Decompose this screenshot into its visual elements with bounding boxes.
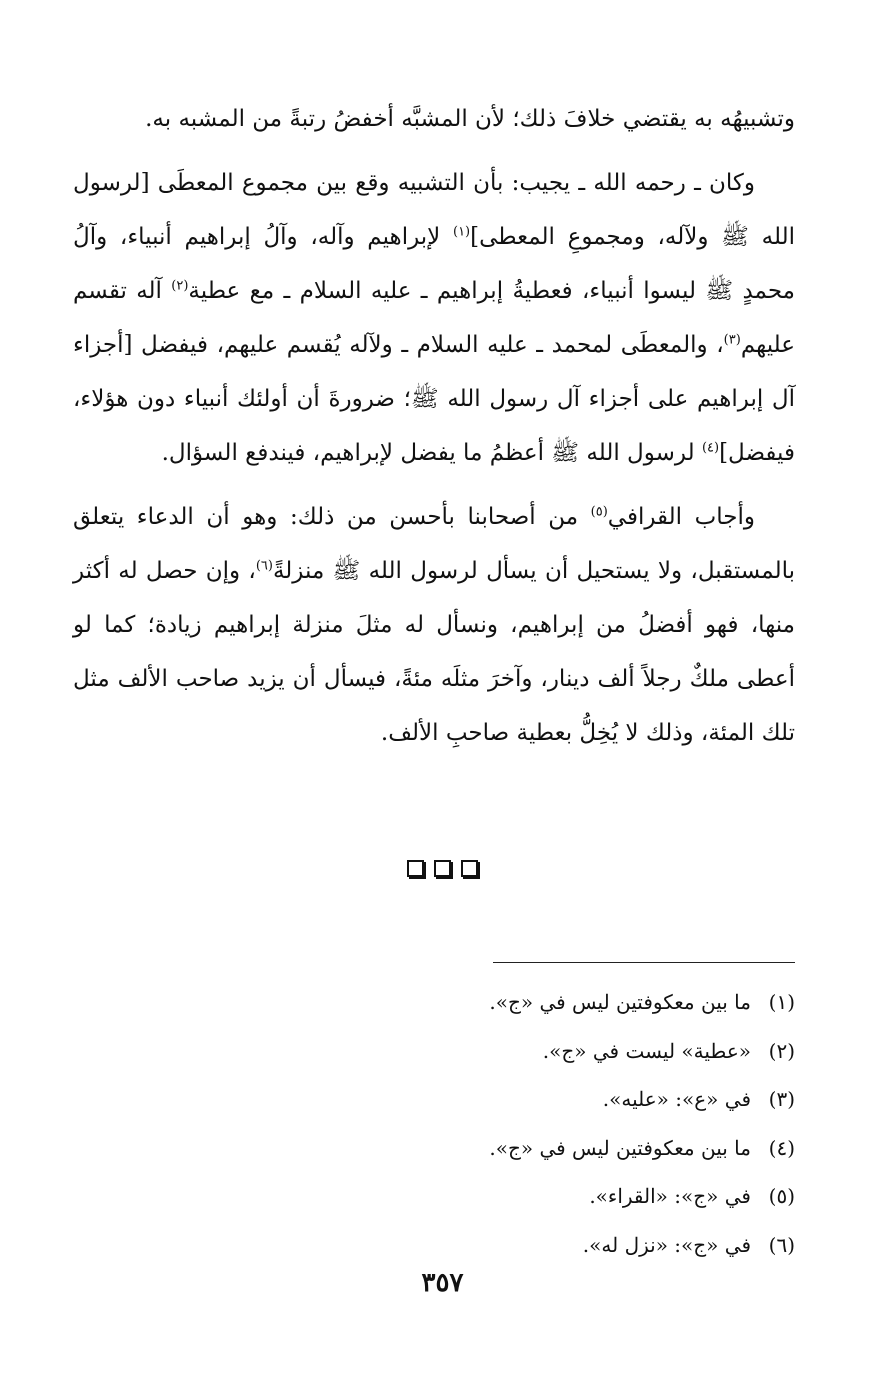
footnote-reference: (٥) — [590, 504, 608, 520]
main-text — [73, 92, 795, 770]
footnote-reference: (٣) — [723, 332, 741, 348]
separator-square-icon — [461, 860, 478, 877]
text-segment: وكان ـ رحمه الله ـ يجيب: بأن التشبيه وقع بين مجموع المعطَى [لرسول الله ﷺ ولآله، ومجموعِ المعطى] — [73, 170, 795, 250]
separator-square-icon — [434, 860, 451, 877]
footnote — [73, 1075, 795, 1124]
footnote-text: في «ج»: «نزل له». — [582, 1232, 751, 1257]
footnote — [73, 1027, 795, 1076]
footnote — [73, 1124, 795, 1173]
section-separator — [0, 860, 885, 877]
footnote — [73, 978, 795, 1027]
text-segment: آله تقسم عليهم — [73, 278, 795, 358]
text-segment: لرسول الله ﷺ أعظمُ ما يفضل لإبراهيم، فيندفع السؤال. — [161, 440, 702, 466]
separator-square-icon — [407, 860, 424, 877]
footnote-text: في «ج»: «القراء». — [589, 1184, 751, 1208]
footnote-reference: (٦) — [255, 558, 273, 574]
paragraph-1 — [73, 92, 795, 146]
paragraph-2 — [73, 156, 795, 480]
text-segment: من أصحابنا بأحسن من ذلك: وهو أن الدعاء يتعلق بالمستقبل، ولا يستحيل أن يسأل لرسول الله ﷺ منزلةً — [73, 504, 795, 584]
footnote-number: (١) — [768, 990, 795, 1014]
text-segment: ، والمعطَى لمحمد ـ عليه السلام ـ ولآله يُقسم عليهم، فيفضل [أجزاء آل إبراهيم على أجزاء آل رسول الله ﷺ؛ ضرورةَ أن أولئك أنبياء دون هؤلاء، فيفضل] — [73, 332, 795, 466]
text-segment: ، وإن حصل له أكثر منها، فهو أفضلُ من إبراهيم، ونسأل له مثلَ منزلة إبراهيم زيادة؛ كما لو أعطى ملكٌ رجلاً ألف دينار، وآخرَ مثلَه مئةً، فيسأل أن يزيد صاحب الألف مثل تلك المئة، وذلك لا يُخِلُّ بعطية صاحبِ الألف. — [73, 558, 795, 746]
footnote-number: (٤) — [768, 1135, 795, 1160]
footnote — [73, 1172, 795, 1221]
footnotes-list — [73, 978, 795, 1269]
footnote — [73, 1221, 795, 1270]
footnote-text: ما بين معكوفتين ليس في «ج». — [489, 990, 751, 1014]
paragraph-3 — [73, 490, 795, 760]
footnote-text: «عطية» ليست في «ج». — [542, 1038, 751, 1063]
footnote-reference: (٢) — [171, 278, 189, 294]
footnote-number: (٢) — [768, 1038, 795, 1063]
text-segment: وأجاب القرافي — [607, 504, 756, 530]
text-segment: وتشبيهُه به يقتضي خلافَ ذلك؛ لأن المشبَّه أخفضُ رتبةً من المشبه به. — [145, 106, 795, 132]
footnote-number: (٥) — [768, 1184, 795, 1208]
footnote-divider — [493, 962, 795, 963]
footnote-reference: (١) — [452, 224, 471, 240]
footnote-text: في «ع»: «عليه». — [602, 1087, 751, 1111]
footnote-reference: (٤) — [701, 440, 720, 456]
footnote-text: ما بين معكوفتين ليس في «ج». — [489, 1135, 751, 1160]
text-segment: لإبراهيم وآله، وآلُ إبراهيم أنبياء، وآلُ محمدٍ ﷺ ليسوا أنبياء، فعطيةُ إبراهيم ـ عليه السلام ـ مع عطية — [73, 224, 796, 304]
footnote-number: (٦) — [768, 1232, 795, 1257]
footnote-number: (٣) — [768, 1087, 795, 1111]
page-number: ٣٥٧ — [421, 1268, 464, 1298]
